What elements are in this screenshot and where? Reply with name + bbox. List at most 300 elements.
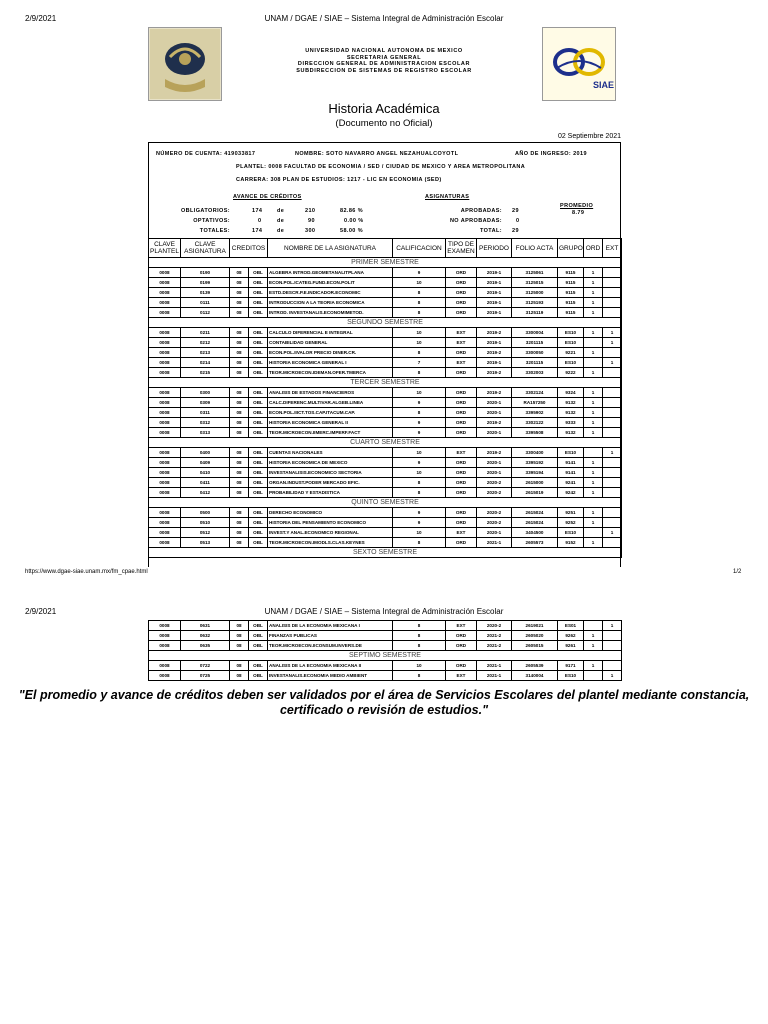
table-cell: ORD [446,661,477,671]
table-cell: INVESTANALIS.ECONOMIA MEDIO AMBIENT [268,671,393,681]
col-ord: ORD [584,239,603,258]
table-cell: ORD [446,308,477,318]
table-cell: 2019-2 [477,388,512,398]
table-cell: EXT [446,621,477,631]
table-cell: OBL [249,328,268,338]
table-row [149,278,622,288]
table-row [149,338,622,348]
table-cell: 9 [393,428,446,438]
table-cell: 0008 [149,358,181,368]
institution-header: UNIVERSIDAD NACIONAL AUTONOMA DE MEXICO SECRETARIA GENERAL DIRECCION GENERAL DE ADMINISTRACION ESCOLAR SUBDIRECCION DE SISTEMAS DE REGISTRO ESCOLAR [296,48,472,74]
table-cell: ORD [446,478,477,488]
table-cell: ANALISIS DE LA ECONOMIA MEXICANA II [268,661,393,671]
table-cell: OBL [249,308,268,318]
table-cell: 2020-1 [477,398,512,408]
table-row [149,468,622,478]
table-cell: 0412 [181,488,230,498]
table-cell: 1 [584,538,603,548]
table-cell: 0312 [181,418,230,428]
table-cell: 08 [230,671,249,681]
table-cell: 2615000 [512,478,558,488]
table-cell: 0112 [181,308,230,318]
table-cell: 2019-1 [477,308,512,318]
footer-url[interactable]: https://www.dgae-siae.unam.mx/fm_cpae.html [25,569,148,575]
semester-header: SEXTO SEMESTRE [149,548,622,558]
table-cell: OBL [249,671,268,681]
table-cell [603,458,622,468]
table-cell: OBL [249,278,268,288]
table-cell: EXT [446,528,477,538]
table-cell: 08 [230,448,249,458]
table-cell: 0008 [149,468,181,478]
table-cell: 0410 [181,468,230,478]
table-cell: ES01 [558,621,584,631]
table-cell: 2020-2 [477,478,512,488]
table-cell: 8 [393,348,446,358]
table-cell: 3201115 [512,338,558,348]
table-cell: 3395902 [512,408,558,418]
table-cell: 0008 [149,418,181,428]
table-cell: 08 [230,538,249,548]
table-cell: 2019-1 [477,278,512,288]
table-cell: 2019-2 [477,368,512,378]
col-ext: EXT [603,239,622,258]
table-row [149,388,622,398]
table-cell: 1 [603,528,622,538]
table-cell: 0725 [181,671,230,681]
table-cell: ORD [446,298,477,308]
table-cell: 0510 [181,518,230,528]
table-row [149,661,622,671]
table-cell: 1 [584,478,603,488]
table-cell: 3300050 [512,348,558,358]
table-cell: ORD [446,418,477,428]
table-cell: 0008 [149,478,181,488]
table-row [149,671,622,681]
table-cell: 3125015 [512,278,558,288]
table-cell: 9252 [558,518,584,528]
table-cell: INVESTANALISIS.ECONOMICO SECTORIA [268,468,393,478]
table-cell: 0400 [181,448,230,458]
table-cell: EXT [446,338,477,348]
table-cell: 8 [393,488,446,498]
credits-title: AVANCE DE CRÉDITOS [233,194,302,200]
table-cell: EXT [446,358,477,368]
table-cell: PROBABILIDAD Y ESTADISTICA [268,488,393,498]
table-cell: 9222 [558,368,584,378]
table-cell: 9 [393,398,446,408]
table-cell: OBL [249,428,268,438]
table-cell: 0199 [181,278,230,288]
table-cell: EXT [446,448,477,458]
table-cell: 0008 [149,268,181,278]
table-cell: OBL [249,488,268,498]
table-cell: 0008 [149,308,181,318]
table-cell: 9171 [558,661,584,671]
table-cell: 2020-2 [477,488,512,498]
table-cell: 0008 [149,458,181,468]
table-cell: 3302124 [512,388,558,398]
table-row [149,398,622,408]
table-cell: 0008 [149,641,181,651]
table-cell: 0311 [181,408,230,418]
table-cell: 2615024 [512,518,558,528]
table-cell: 9115 [558,298,584,308]
table-row [149,288,622,298]
table-row [149,358,622,368]
table-cell: 2020-2 [477,621,512,631]
table-cell: 08 [230,428,249,438]
table-cell: OBL [249,358,268,368]
table-cell: CALC.DIFERENC.MULTIVAR.ALGEB.LINEA [268,398,393,408]
table-cell: 08 [230,278,249,288]
table-cell: 8 [393,631,446,641]
table-cell: 1 [603,338,622,348]
table-cell: 0008 [149,408,181,418]
table-cell: 0008 [149,621,181,631]
table-cell: CONTABILIDAD GENERAL [268,338,393,348]
document-title: Historia Académica [328,101,440,116]
table-row [149,428,622,438]
table-cell: 9115 [558,268,584,278]
semester-header: CUARTO SEMESTRE [149,438,622,448]
table-cell: 10 [393,661,446,671]
table-cell: 0111 [181,298,230,308]
page2-print-date: 2/9/2021 [25,607,57,616]
table-cell: CALCULO DIFERENCIAL E INTEGRAL [268,328,393,338]
table-cell: 3302003 [512,368,558,378]
table-cell: 0008 [149,428,181,438]
table-cell: OBL [249,348,268,358]
subjects-row: NO APROBADAS: 0 [449,218,520,224]
plantel: PLANTEL: 0008 FACULTAD DE ECONOMIA / SED / CIUDAD DE MEXICO Y AREA METROPOLITANA [236,164,526,170]
table-cell: TEOR.MICROECON.IICONSUM.INVERS.DE [268,641,393,651]
table-cell: HISTORIA ECONOMICA GENERAL II [268,418,393,428]
table-cell: 0190 [181,268,230,278]
promedio-value: 8.79 [572,210,585,216]
table-cell: ES10 [558,358,584,368]
table-cell: ESTD.DESCR.P.E.INDICADOR.ECONOMIC [268,288,393,298]
table-cell [603,518,622,528]
table-cell: 08 [230,528,249,538]
table-cell: 08 [230,288,249,298]
semester-header: SEGUNDO SEMESTRE [149,318,622,328]
table-cell: 2021-1 [477,671,512,681]
table-cell: ES10 [558,448,584,458]
table-cell: 1 [584,398,603,408]
table-cell: ES10 [558,528,584,538]
table-cell [603,278,622,288]
table-cell [603,298,622,308]
table-cell: OBL [249,641,268,651]
subjects-row: APROBADAS: 29 [460,208,519,214]
table-cell: 9152 [558,538,584,548]
table-cell: 9261 [558,641,584,651]
table-cell: ORD [446,348,477,358]
table-cell: 9 [393,458,446,468]
table-cell: TEOR.MICROECON.IDEMAN.OFER.TMERCA [268,368,393,378]
table-cell: ORD [446,398,477,408]
table-cell: 10 [393,278,446,288]
table-cell: 10 [393,388,446,398]
table-cell: 08 [230,478,249,488]
table-cell: 2619021 [512,621,558,631]
table-cell: 9241 [558,478,584,488]
table-cell: TEOR.MICROECON.IIMERC.IMPERF.FACT [268,428,393,438]
table-cell [603,478,622,488]
grades-table-continued [148,620,622,681]
table-cell: ORD [446,278,477,288]
table-cell [603,661,622,671]
table-cell: 0212 [181,338,230,348]
table-cell: 3125061 [512,268,558,278]
table-row [149,538,622,548]
table-cell: OBL [249,528,268,538]
table-cell: 2019-2 [477,448,512,458]
table-cell: 08 [230,488,249,498]
table-row [149,268,622,278]
table-cell: 1 [584,468,603,478]
table-cell: 0215 [181,368,230,378]
table-cell: 2605020 [512,631,558,641]
table-cell [603,268,622,278]
table-cell: 2020-2 [477,518,512,528]
table-cell: 3140004 [512,671,558,681]
table-cell: ORD [446,488,477,498]
table-cell: INVEST.Y ANAL.ECONOMICO REGIONAL [268,528,393,538]
table-cell: 3201115 [512,358,558,368]
table-cell [603,428,622,438]
table-cell: 0008 [149,448,181,458]
table-cell: OBL [249,631,268,641]
credits-row: OPTATIVOS: 0 de 90 0.00 % [193,218,364,224]
table-cell: 08 [230,458,249,468]
table-cell: 08 [230,348,249,358]
table-cell: OBL [249,368,268,378]
semester-header: PRIMER SEMESTRE [149,258,622,268]
table-cell: 0008 [149,518,181,528]
table-cell: 08 [230,508,249,518]
table-cell: ORD [446,268,477,278]
table-row [149,298,622,308]
table-cell: 2021-1 [477,661,512,671]
table-cell: 9242 [558,488,584,498]
table-cell: 08 [230,388,249,398]
table-cell: 1 [584,278,603,288]
col-periodo: PERIODO [477,239,512,258]
semester-header: SEPTIMO SEMESTRE [149,651,622,661]
table-cell: 0008 [149,368,181,378]
table-cell [603,368,622,378]
table-cell: 8 [393,408,446,418]
table-cell: ORD [446,508,477,518]
table-cell: TEOR.MICROECON.IMODLS.CLAS.KEYNES [268,538,393,548]
table-row [149,448,622,458]
table-cell: 9115 [558,278,584,288]
semester-header: QUINTO SEMESTRE [149,498,622,508]
table-cell: 08 [230,518,249,528]
table-cell: INTROD. INVESTANALIS.ECONOMIMETOD. [268,308,393,318]
table-cell: 0214 [181,358,230,368]
table-cell: 1 [584,631,603,641]
table-cell: OBL [249,288,268,298]
table-cell: 1 [603,328,622,338]
table-cell: 8 [393,308,446,318]
table-cell: 3302122 [512,418,558,428]
table-cell: ECON.POL.IIICT.TOS.CAP.ITACUM.CAP. [268,408,393,418]
carrera: CARRERA: 308 PLAN DE ESTUDIOS: 1217 - LIC EN ECONOMIA (SED) [236,177,442,183]
table-cell: 8 [393,671,446,681]
table-cell: 2615019 [512,488,558,498]
table-cell: 7 [393,358,446,368]
credits-row: OBLIGATORIOS: 174 de 210 82.86 % [181,208,363,214]
table-cell: 2020-1 [477,408,512,418]
table-cell: 2019-2 [477,328,512,338]
table-cell: OBL [249,478,268,488]
table-cell [603,348,622,358]
table-cell: 9 [393,508,446,518]
table-cell: FINANZAS PUBLICAS [268,631,393,641]
table-cell: ORGAN.INDUST.PODER MERCADO EFIC. [268,478,393,488]
table-cell: 9324 [558,388,584,398]
table-cell: 8 [393,538,446,548]
table-row [149,368,622,378]
table-cell: 0008 [149,298,181,308]
table-cell [603,288,622,298]
table-cell: 10 [393,338,446,348]
table-cell: 08 [230,641,249,651]
table-cell: ORD [446,468,477,478]
table-cell: OBL [249,398,268,408]
table-cell [603,418,622,428]
table-row [149,458,622,468]
table-cell: INTRODUCCION A LA TEORIA ECONOMICA [268,298,393,308]
table-cell: HISTORIA DEL PENSAMIENTO ECONOMICO [268,518,393,528]
table-row [149,418,622,428]
table-cell: 9115 [558,308,584,318]
table-cell: 0632 [181,631,230,641]
table-cell: ORD [446,288,477,298]
table-cell: 1 [584,418,603,428]
table-cell: ORD [446,408,477,418]
table-cell: OBL [249,458,268,468]
table-cell: 0008 [149,278,181,288]
table-cell: 08 [230,418,249,428]
table-cell: 08 [230,661,249,671]
table-cell: 2019-1 [477,358,512,368]
table-cell: ECON.POL.IIVALOR PRECIO DINER.CR. [268,348,393,358]
table-cell: 1 [603,448,622,458]
table-cell: 1 [603,358,622,368]
table-cell: 1 [584,298,603,308]
table-cell [603,408,622,418]
table-cell [603,488,622,498]
table-cell: 0500 [181,508,230,518]
table-row [149,488,622,498]
table-cell: ORD [446,641,477,651]
table-cell: 2605015 [512,641,558,651]
table-cell: HISTORIA ECONOMICA DE MEXICO [268,458,393,468]
table-cell: ORD [446,518,477,528]
table-cell [584,621,603,631]
table-cell: 3125193 [512,298,558,308]
table-cell: OBL [249,538,268,548]
table-cell: 08 [230,268,249,278]
table-cell: 9221 [558,348,584,358]
table-cell: RA157250 [512,398,558,408]
table-cell: OBL [249,661,268,671]
table-cell: 2615024 [512,508,558,518]
table-cell [603,308,622,318]
table-cell: 2605539 [512,661,558,671]
table-cell: 1 [584,661,603,671]
validation-notice: "El promedio y avance de créditos deben ser validados por el área de Servicios Escolares del plantel mediante constancia, certificado o revisión de estudios." [18,688,750,717]
table-cell [584,528,603,538]
svg-text:SIAE: SIAE [593,80,615,90]
table-cell: 1 [603,671,622,681]
table-cell: ORD [446,368,477,378]
table-cell: 1 [584,288,603,298]
table-cell: OBL [249,621,268,631]
col-calificacion: CALIFICACION [393,239,446,258]
table-cell: 3404500 [512,528,558,538]
table-cell: 0008 [149,348,181,358]
table-cell: 9132 [558,408,584,418]
table-cell: 1 [584,458,603,468]
table-cell: 0300 [181,388,230,398]
table-cell: 3395192 [512,458,558,468]
table-cell: ES10 [558,328,584,338]
table-cell: ORD [446,388,477,398]
table-cell: 0513 [181,538,230,548]
table-row [149,348,622,358]
table-row [149,518,622,528]
table-cell: 08 [230,631,249,641]
table-cell: 3395508 [512,428,558,438]
table-cell: OBL [249,448,268,458]
subjects-row: TOTAL: 29 [479,228,519,234]
subjects-table [430,208,530,238]
table-cell: ES10 [558,671,584,681]
table-cell: OBL [249,408,268,418]
entry-year: AÑO DE INGRESO: 2019 [515,151,587,157]
table-cell: OBL [249,468,268,478]
table-cell: 2020-1 [477,428,512,438]
browser-title: UNAM / DGAE / SIAE – Sistema Integral de Administración Escolar [264,14,504,23]
table-cell: EXT [446,328,477,338]
credits-table [160,208,380,238]
table-cell: 10 [393,448,446,458]
col-folio-acta: FOLIO ACTA [512,239,558,258]
table-cell: 0211 [181,328,230,338]
table-cell: 0512 [181,528,230,538]
table-cell [603,641,622,651]
table-cell: 9115 [558,288,584,298]
table-cell [603,388,622,398]
table-cell: ANALISIS DE ESTADOS FINANCIEROS [268,388,393,398]
table-cell: ES10 [558,338,584,348]
table-cell: 0008 [149,398,181,408]
table-cell: OBL [249,268,268,278]
table-cell: 9132 [558,398,584,408]
table-cell: 0008 [149,328,181,338]
table-cell: 08 [230,358,249,368]
table-cell: 0008 [149,508,181,518]
table-cell: 1 [603,621,622,631]
table-cell: 2021-2 [477,631,512,641]
table-cell: 3300004 [512,328,558,338]
table-cell: 0008 [149,388,181,398]
